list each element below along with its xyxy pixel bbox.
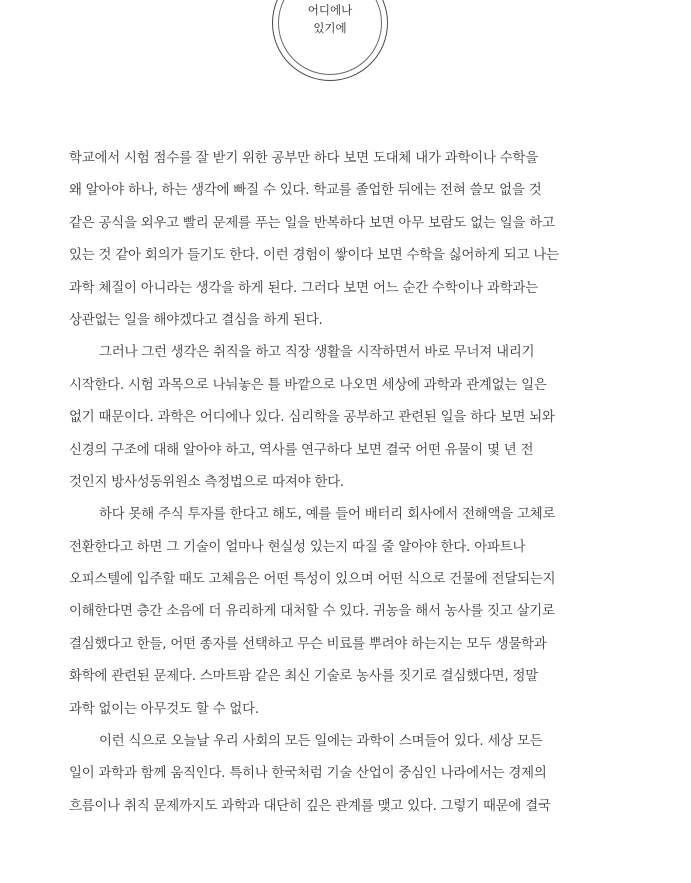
text-line: 것인지 방사성동위원소 측정법으로 따져야 한다.: [69, 474, 344, 490]
section-title-line-1: 어디에나: [307, 3, 353, 17]
text-line: 그러나 그런 생각은 취직을 하고 직장 생활을 시작하면서 바로 무너져 내리기: [99, 345, 535, 361]
text-line: 시작한다. 시험 과목으로 나눠놓은 틀 바깥으로 나오면 세상에 과학과 관계없는 일은: [69, 377, 547, 393]
text-line: 일이 과학과 함께 움직인다. 특히나 한국처럼 기술 산업이 중심인 나라에서는 경제의: [69, 766, 547, 782]
text-line: 없기 때문이다. 과학은 어디에나 있다. 심리학을 공부하고 관련된 일을 하다 보면 뇌와: [69, 410, 555, 426]
text-line: 이런 식으로 오늘날 우리 사회의 모든 일에는 과학이 스며들어 있다. 세상 모든: [99, 734, 543, 750]
body-text: [69, 147, 629, 827]
text-line: 왜 알아야 하나, 하는 생각에 빠질 수 있다. 학교를 졸업한 뒤에는 전혀 쓸모 없을 것: [69, 183, 542, 199]
text-line: 오피스텔에 입주할 때도 고체음은 어떤 특성이 있으며 어떤 식으로 건물에 전달되는지: [69, 572, 556, 588]
section-title-line-2: 있기에: [313, 21, 347, 35]
text-line: 이해한다면 층간 소음에 더 유리하게 대처할 수 있다. 귀농을 해서 농사를 짓고 살기로: [69, 604, 555, 620]
text-line: 신경의 구조에 대해 알아야 하고, 역사를 연구하다 보면 결국 어떤 유물이 몇 년 전: [69, 442, 534, 458]
text-line: 과학 없이는 아무것도 할 수 없다.: [69, 701, 259, 717]
text-line: 학교에서 시험 점수를 잘 받기 위한 공부만 하다 보면 도대체 내가 과학이나 수학을: [69, 151, 538, 166]
text-line: 같은 공식을 외우고 빨리 문제를 푸는 일을 반복하다 보면 아무 보람도 없는 일을 하고: [69, 215, 555, 231]
section-title-badge: [272, 0, 388, 81]
text-line: 흐름이나 취직 문제까지도 과학과 대단히 깊은 관계를 맺고 있다. 그렇기 때문에 결국: [69, 798, 551, 814]
section-title: [273, 1, 387, 37]
text-line: 결심했다고 한들, 어떤 종자를 선택하고 무슨 비료를 뿌려야 하는지는 모두 생물학과: [69, 636, 547, 652]
text-line: 전환한다고 하면 그 기술이 얼마나 현실성 있는지 따질 줄 알아야 한다. 아파트나: [69, 539, 526, 555]
text-line: 과학 체질이 아니라는 생각을 하게 된다. 그러다 보면 어느 순간 수학이나 과학과는: [69, 280, 538, 296]
text-line: 하다 못해 주식 투자를 한다고 해도, 예를 들어 배터리 회사에서 전해액을 고체로: [99, 507, 556, 523]
text-line: 있는 것 같아 회의가 들기도 한다. 이런 경험이 쌓이다 보면 수학을 싫어하게 되고 나는: [69, 248, 559, 264]
text-line: 화학에 관련된 문제다. 스마트팜 같은 최신 기술로 농사를 짓기로 결심했다면, 정말: [69, 669, 538, 685]
text-line: 상관없는 일을 해야겠다고 결심을 하게 된다.: [69, 312, 323, 328]
